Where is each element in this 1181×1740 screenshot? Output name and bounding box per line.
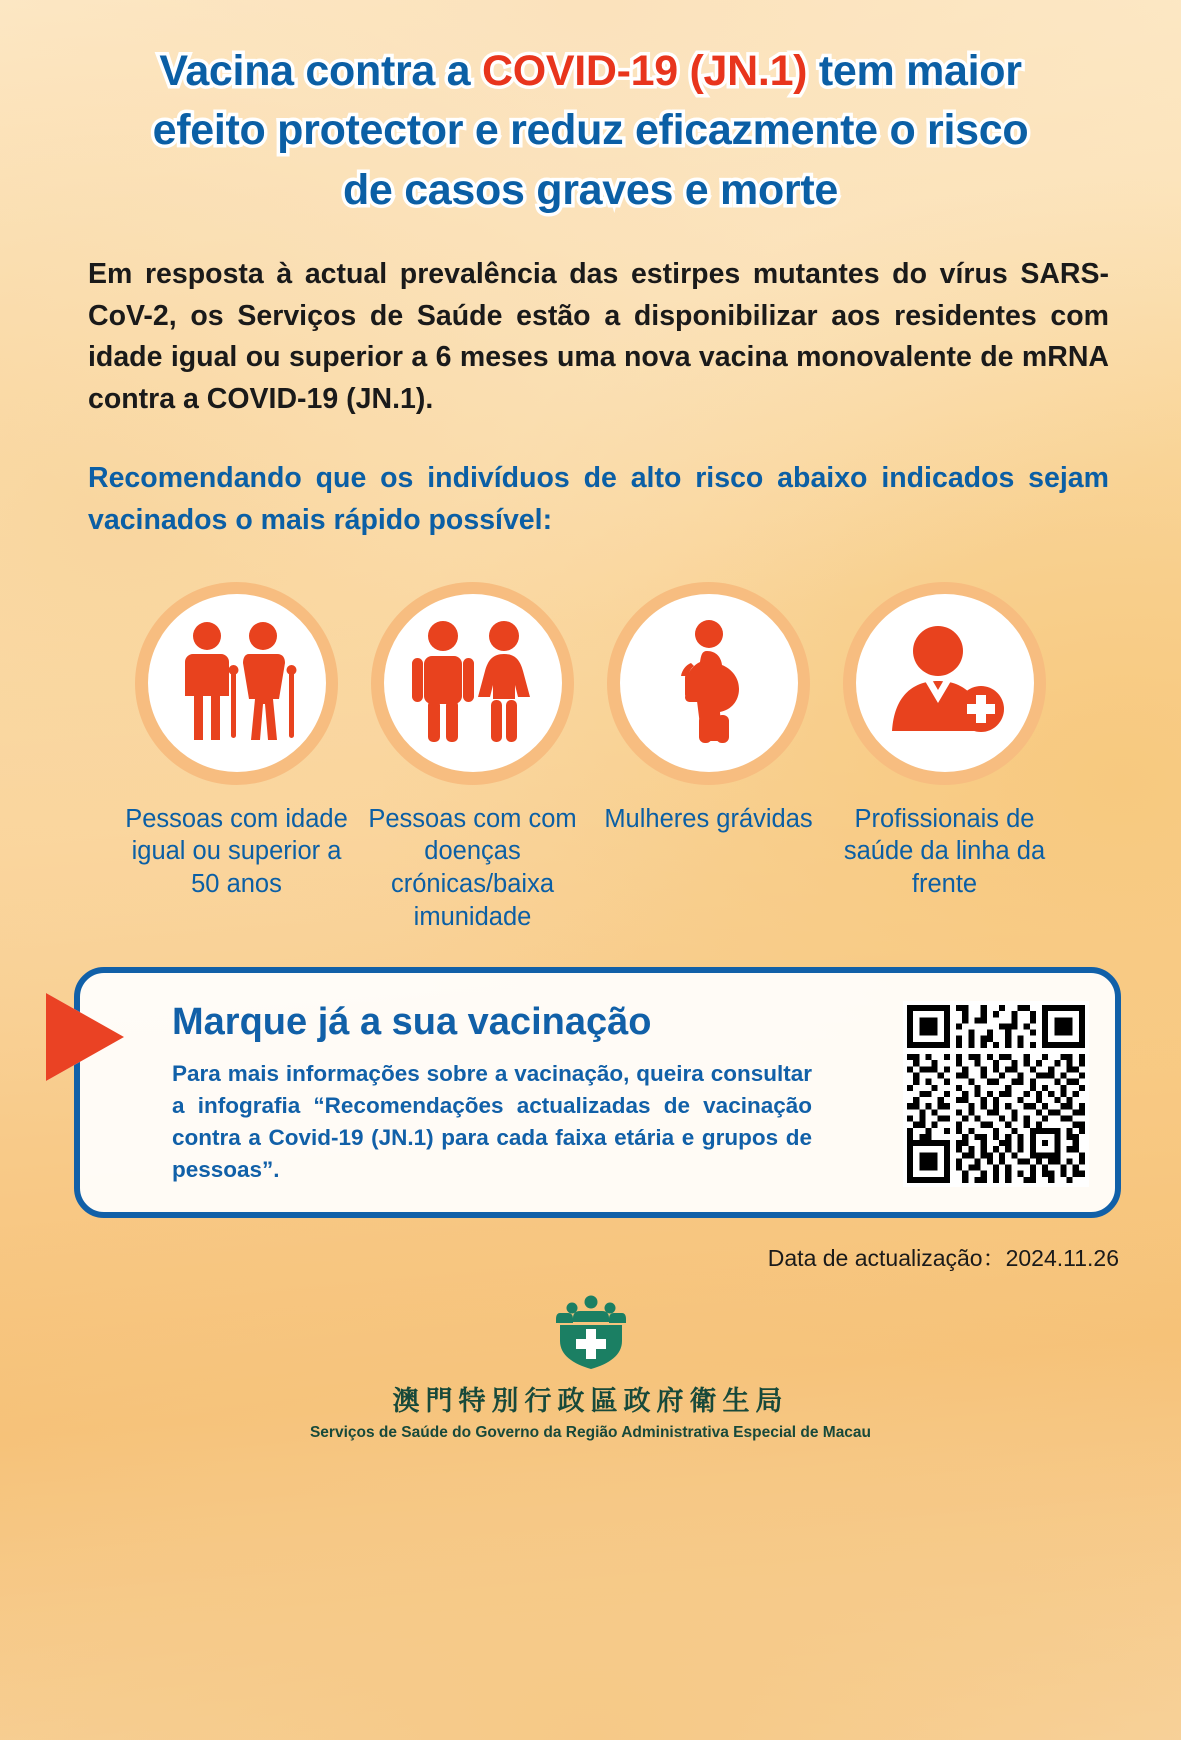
icon-ring [371,582,574,785]
title-line-1-highlight: COVID-19 (JN.1) [481,47,808,95]
icon-disc [148,594,326,772]
risk-group-chronic [355,582,591,934]
page-title [46,42,1135,220]
macau-health-bureau-logo-icon [0,1295,1181,1369]
icon-ring [607,582,810,785]
risk-group-health-workers [827,582,1063,934]
recommendation-paragraph: Recomendando que os indivíduos de alto risco abaixo indicados sejam vacinados o mais rápido possível: [88,462,1109,537]
icon-disc [856,594,1034,772]
icon-disc [620,594,798,772]
icon-ring [135,582,338,785]
cta-text: Para mais informações sobre a vacinação, queira consultar a infografia “Recomendações actualizadas de vacinação contra a Covid-19 (JN.1) para cada faixa etária e grupos de pessoas”. [172,1061,812,1182]
risk-group-elderly [119,582,355,934]
title-line-3: de casos graves e morte [342,165,839,214]
footer-portuguese-name: Serviços de Saúde do Governo da Região Administrativa Especial de Macau [309,1423,872,1441]
man-woman-icon [409,620,537,747]
body-text-block [88,254,1109,542]
footer-chinese-name: 澳門特別行政區政府衛生局 [392,1385,789,1417]
title-line-1-post: tem maior [807,47,1022,95]
cta-heading: Marque já a sua vacinação [172,1001,652,1044]
risk-group-caption: Mulheres grávidas [604,804,813,833]
play-triangle-icon [46,993,124,1081]
risk-group-pregnant [591,582,827,934]
icon-disc [384,594,562,772]
poster [0,42,1181,1740]
title-line-1-pre: Vacina contra a [159,47,482,95]
risk-group-caption: Pessoas com com doenças crónicas/baixa imunidade [368,804,577,931]
cta-box[interactable] [74,967,1121,1218]
icon-ring [843,582,1046,785]
intro-paragraph: Em resposta à actual prevalência das estirpes mutantes do vírus SARS-CoV-2, os Serviços de Saúde estão a disponibilizar aos residentes com idade igual ou superior a 6 meses uma nova vacina monovalente de mRNA contra a COVID-19 (JN.1). [88,257,1109,415]
pregnant-woman-icon [663,619,755,748]
title-line-2: efeito protector e reduz eficazmente o risco [152,106,1029,155]
health-professional-icon [882,625,1008,742]
update-date: Data de actualização：2024.11.26 [767,1244,1119,1271]
risk-group-caption: Profissionais de saúde da linha da frente [843,804,1046,898]
risk-groups-row [0,582,1181,934]
elderly-couple-icon [171,620,303,747]
qr-code-icon[interactable] [903,1001,1089,1187]
footer [0,1295,1181,1442]
cta-section [46,967,1121,1218]
risk-group-caption: Pessoas com idade igual ou superior a 50 anos [125,804,348,898]
